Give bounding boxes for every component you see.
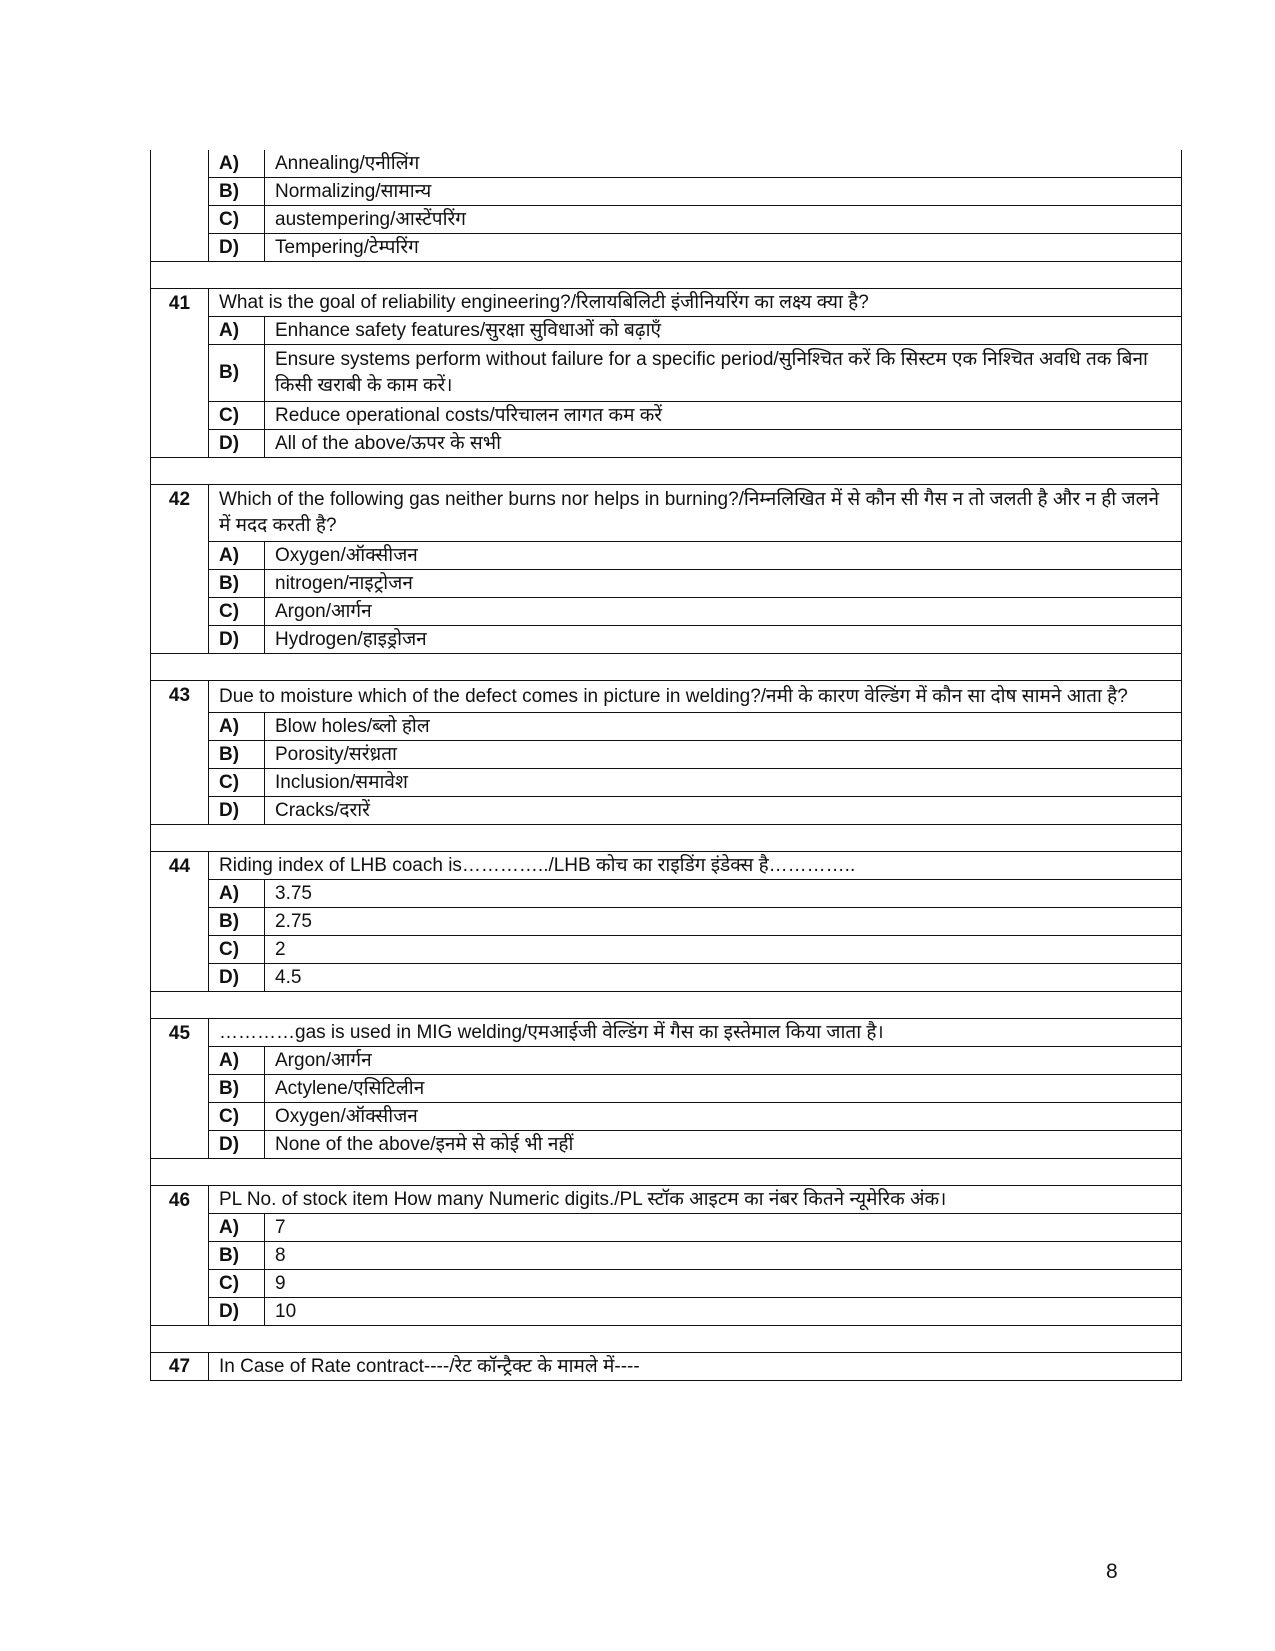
option-row (151, 570, 1182, 598)
spacer-row (151, 654, 1182, 681)
spacer-row (151, 458, 1182, 485)
question-row (151, 1019, 1182, 1047)
option-letter: D) (209, 1131, 265, 1159)
option-row (151, 1242, 1182, 1270)
option-text: Normalizing/सामान्य (265, 178, 1182, 206)
question-number: 46 (151, 1186, 209, 1326)
option-row (151, 1047, 1182, 1075)
option-row (151, 178, 1182, 206)
question-row (151, 1353, 1182, 1381)
option-letter: D) (209, 626, 265, 654)
question-row (151, 485, 1182, 542)
option-text: Cracks/दरारें (265, 797, 1182, 825)
question-number: 47 (151, 1353, 209, 1381)
option-row (151, 964, 1182, 992)
option-letter: A) (209, 880, 265, 908)
option-row (151, 345, 1182, 402)
option-letter: A) (209, 713, 265, 741)
spacer-row (151, 992, 1182, 1019)
question-text: Which of the following gas neither burns nor helps in burning?/निम्नलिखित में से कौन सी गैस न तो जलती है और न ही जलने में मदद करती है? (209, 485, 1182, 542)
option-text: All of the above/ऊपर के सभी (265, 430, 1182, 458)
question-row (151, 289, 1182, 317)
option-row (151, 1131, 1182, 1159)
option-row (151, 797, 1182, 825)
option-letter: D) (209, 964, 265, 992)
option-letter: D) (209, 1298, 265, 1326)
question-row (151, 1186, 1182, 1214)
option-row (151, 430, 1182, 458)
option-letter: B) (209, 178, 265, 206)
option-text: None of the above/इनमे से कोई भी नहीं (265, 1131, 1182, 1159)
option-letter: A) (209, 1214, 265, 1242)
question-text: PL No. of stock item How many Numeric digits./PL स्टॉक आइटम का नंबर कितने न्यूमेरिक अंक। (209, 1186, 1182, 1214)
question-row (151, 852, 1182, 880)
option-letter: C) (209, 402, 265, 430)
option-letter: C) (209, 769, 265, 797)
option-row (151, 542, 1182, 570)
option-letter: C) (209, 598, 265, 626)
option-text: 7 (265, 1214, 1182, 1242)
option-row (151, 234, 1182, 262)
option-letter: B) (209, 1242, 265, 1270)
option-row (151, 206, 1182, 234)
option-text: Ensure systems perform without failure for a specific period/सुनिश्चित करें कि सिस्टम एक निश्चित अवधि तक बिना किसी खराबी के काम करें। (265, 345, 1182, 402)
question-number: 43 (151, 681, 209, 825)
option-text: Oxygen/ऑक्सीजन (265, 542, 1182, 570)
option-text: 10 (265, 1298, 1182, 1326)
option-letter: A) (209, 317, 265, 345)
option-text: 4.5 (265, 964, 1182, 992)
option-row (151, 741, 1182, 769)
option-text: Blow holes/ब्लो होल (265, 713, 1182, 741)
option-text: 8 (265, 1242, 1182, 1270)
question-text: …………gas is used in MIG welding/एमआईजी वेल्डिंग में गैस का इस्तेमाल किया जाता है। (209, 1019, 1182, 1047)
option-text: Reduce operational costs/परिचालन लागत कम करें (265, 402, 1182, 430)
question-paper-page (150, 150, 1182, 1381)
option-row (151, 626, 1182, 654)
option-letter: A) (209, 542, 265, 570)
option-row (151, 769, 1182, 797)
question-number: 41 (151, 289, 209, 458)
option-row (151, 1103, 1182, 1131)
option-row (151, 402, 1182, 430)
option-row (151, 1298, 1182, 1326)
option-text: Tempering/टेम्परिंग (265, 234, 1182, 262)
option-text: 2 (265, 936, 1182, 964)
option-text: nitrogen/नाइट्रोजन (265, 570, 1182, 598)
option-text: Actylene/एसिटिलीन (265, 1075, 1182, 1103)
option-letter: D) (209, 234, 265, 262)
option-text: Annealing/एनीलिंग (265, 150, 1182, 178)
option-text: 2.75 (265, 908, 1182, 936)
spacer-row (151, 1326, 1182, 1353)
questions-table (150, 150, 1182, 1381)
option-row (151, 908, 1182, 936)
option-text: Porosity/सरंध्रता (265, 741, 1182, 769)
option-row (151, 1075, 1182, 1103)
spacer-row (151, 1159, 1182, 1186)
question-number: 44 (151, 852, 209, 992)
question-number: 42 (151, 485, 209, 654)
option-row (151, 936, 1182, 964)
question-number-cell (151, 150, 209, 262)
option-row (151, 1270, 1182, 1298)
option-row (151, 598, 1182, 626)
page-number: 8 (1106, 1560, 1118, 1583)
spacer-row (151, 825, 1182, 852)
option-letter: C) (209, 936, 265, 964)
option-letter: D) (209, 430, 265, 458)
option-letter: A) (209, 1047, 265, 1075)
option-row (151, 150, 1182, 178)
option-text: Argon/आर्गन (265, 1047, 1182, 1075)
option-letter: C) (209, 1270, 265, 1298)
option-row (151, 713, 1182, 741)
spacer-row (151, 262, 1182, 289)
option-letter: B) (209, 1075, 265, 1103)
option-text: Inclusion/समावेश (265, 769, 1182, 797)
option-row (151, 317, 1182, 345)
option-letter: A) (209, 150, 265, 178)
question-text: What is the goal of reliability engineering?/रिलायबिलिटी इंजीनियरिंग का लक्ष्य क्या है? (209, 289, 1182, 317)
option-letter: C) (209, 206, 265, 234)
question-text: In Case of Rate contract----/रेट कॉन्ट्रैक्ट के मामले में---- (209, 1353, 1182, 1381)
option-letter: D) (209, 797, 265, 825)
option-text: 9 (265, 1270, 1182, 1298)
option-row (151, 1214, 1182, 1242)
option-text: Enhance safety features/सुरक्षा सुविधाओं को बढ़ाएँ (265, 317, 1182, 345)
option-text: 3.75 (265, 880, 1182, 908)
option-text: Oxygen/ऑक्सीजन (265, 1103, 1182, 1131)
option-text: Hydrogen/हाइड्रोजन (265, 626, 1182, 654)
option-letter: C) (209, 1103, 265, 1131)
option-letter: B) (209, 345, 265, 402)
option-letter: B) (209, 570, 265, 598)
option-text: Argon/आर्गन (265, 598, 1182, 626)
option-row (151, 880, 1182, 908)
question-text: Due to moisture which of the defect comes in picture in welding?/नमी के कारण वेल्डिंग में कौन सा दोष सामने आता है? (209, 681, 1182, 713)
question-number: 45 (151, 1019, 209, 1159)
option-text: austempering/आस्टेंपरिंग (265, 206, 1182, 234)
option-letter: B) (209, 741, 265, 769)
question-text: Riding index of LHB coach is…………../LHB कोच का राइडिंग इंडेक्स है………….. (209, 852, 1182, 880)
question-row (151, 681, 1182, 713)
option-letter: B) (209, 908, 265, 936)
